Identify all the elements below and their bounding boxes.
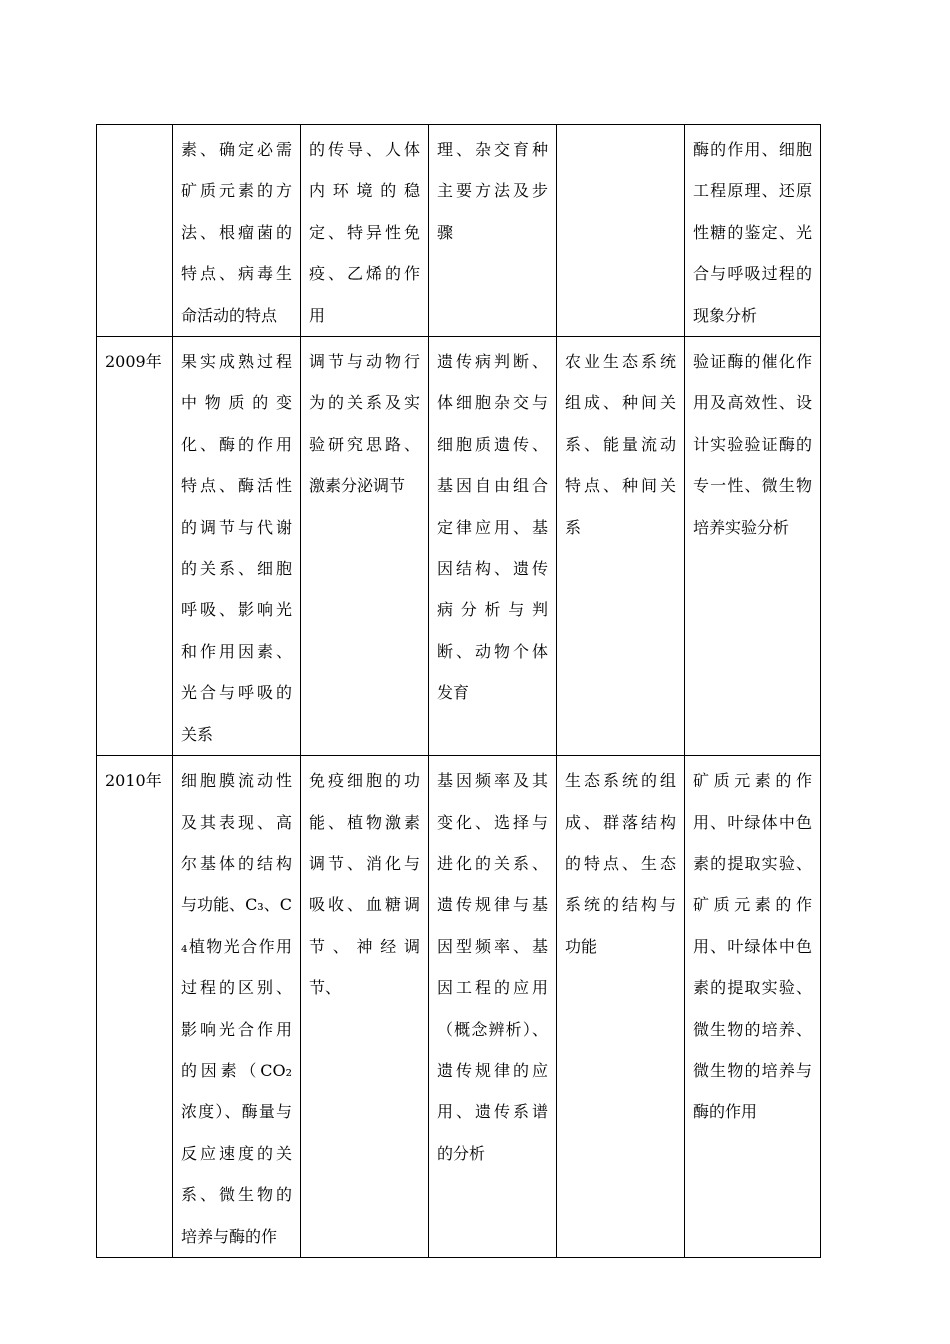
table-cell [685, 756, 821, 1258]
year-cell [97, 125, 173, 337]
table-cell [429, 337, 557, 756]
cell-text: 的传导、人体内环境的稳定、特异性免疫、乙烯的作用 [309, 140, 420, 325]
cell-text: 遗传病判断、体细胞杂交与细胞质遗传、基因自由组合定律应用、基因结构、遗传病分析与判断、动物个体发育 [437, 352, 548, 703]
table-cell [173, 125, 301, 337]
cell-text: 矿质元素的作用、叶绿体中色素的提取实验、矿质元素的作用、叶绿体中色素的提取实验、微生物的培养、微生物的培养与酶的作用 [693, 771, 812, 1122]
curriculum-table [96, 124, 821, 1258]
year-cell: 2009年 [97, 337, 173, 756]
table-row [97, 337, 821, 756]
cell-text: 素、确定必需矿质元素的方法、根瘤菌的特点、病毒生命活动的特点 [181, 140, 292, 325]
cell-text: 基因频率及其变化、选择与进化的关系、遗传规律与基因型频率、基因工程的应用（概念辨析）、遗传规律的应用、遗传系谱的分析 [437, 771, 548, 1163]
table-cell [429, 756, 557, 1258]
table-cell [301, 756, 429, 1258]
table-cell [557, 125, 685, 337]
cell-text: 农业生态系统组成、种间关系、能量流动特点、种间关系 [565, 352, 676, 537]
table-row [97, 125, 821, 337]
table-cell [557, 337, 685, 756]
cell-text: 生态系统的组成、群落结构的特点、生态系统的结构与功能 [565, 771, 676, 956]
cell-text: 调节与动物行为的关系及实验研究思路、激素分泌调节 [309, 352, 420, 496]
cell-text: 细胞膜流动性及其表现、高尔基体的结构与功能、C₃、C₄植物光合作用过程的区别、影响光合作用的因素（CO₂浓度）、酶量与反应速度的关系、微生物的培养与酶的作 [181, 771, 292, 1246]
cell-text: 果实成熟过程中物质的变化、酶的作用特点、酶活性的调节与代谢的关系、细胞呼吸、影响光和作用因素、光合与呼吸的关系 [181, 352, 292, 744]
cell-text: 免疫细胞的功能、植物激素调节、消化与吸收、血糖调节、神经调节、 [309, 771, 420, 998]
cell-text: 理、杂交育种主要方法及步骤 [437, 140, 548, 242]
table-cell [685, 337, 821, 756]
table-cell [173, 337, 301, 756]
table-cell [429, 125, 557, 337]
table-cell [685, 125, 821, 337]
table-cell [173, 756, 301, 1258]
table-cell [301, 125, 429, 337]
cell-text: 验证酶的催化作用及高效性、设计实验验证酶的专一性、微生物培养实验分析 [693, 352, 812, 537]
table-cell [557, 756, 685, 1258]
year-cell: 2010年 [97, 756, 173, 1258]
table-cell [301, 337, 429, 756]
cell-text: 酶的作用、细胞工程原理、还原性糖的鉴定、光合与呼吸过程的现象分析 [693, 140, 812, 325]
table-row [97, 756, 821, 1258]
